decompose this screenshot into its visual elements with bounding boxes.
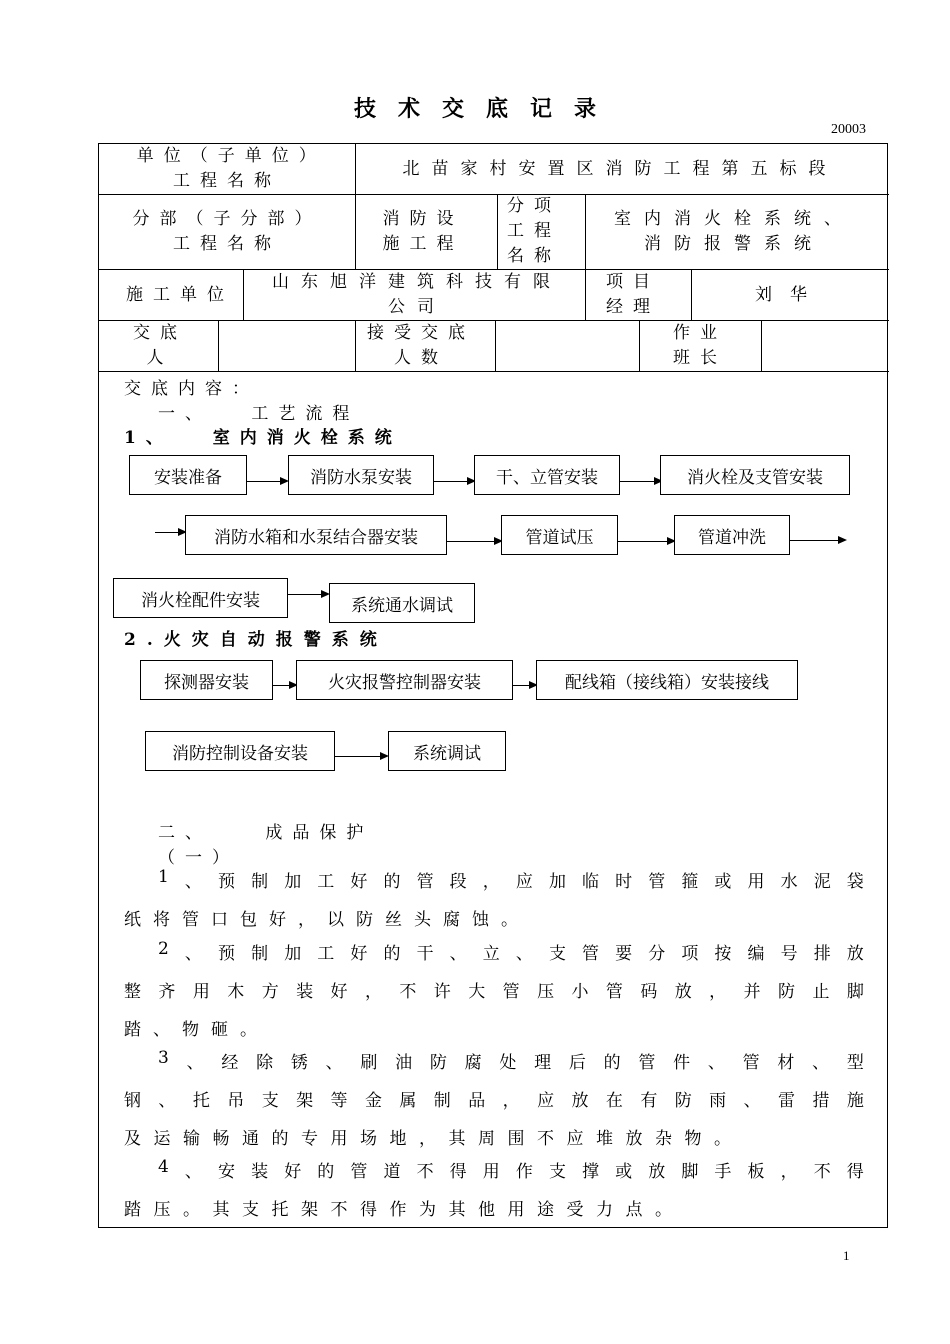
construction-unit-label: 施工单位 (126, 284, 234, 305)
flow-connector (790, 540, 840, 541)
flow-connector (335, 756, 383, 757)
col-divider (355, 144, 356, 194)
flow-step-box: 消防水泵安装 (288, 455, 434, 495)
sub-project-label: 分部（子分部）工程名称 (132, 208, 322, 254)
paragraph-line: 2 、 预 制 加 工 好 的 干 、 立 、 支 管 要 分 项 按 编 号 排 放 (158, 939, 864, 964)
construction-unit-value: 山东旭洋建筑科技有限公司 (272, 272, 562, 317)
flow-step-box: 消防水箱和水泵结合器安装 (185, 515, 447, 555)
project-manager-label: 项目经理 (606, 272, 660, 317)
flow-step-box: 系统通水调试 (329, 583, 475, 623)
section1-title: 一、 工艺流程 (158, 404, 360, 424)
flow-step-box: 配线箱（接线箱）安装接线 (536, 660, 798, 700)
paragraph-line: 钢 、 托 吊 支 架 等 金 属 制 品 ， 应 放 在 有 防 雨 、 雷 措 施 (124, 1091, 864, 1111)
flow-step-box: 消火栓及支管安装 (660, 455, 850, 495)
project-manager-value: 刘华 (755, 284, 825, 305)
flow-step-box: 探测器安装 (140, 660, 273, 700)
paragraph-line: 1 、 预 制 加 工 好 的 管 段 ， 应 加 临 时 管 箍 或 用 水 泥 袋 (158, 867, 864, 892)
receivers-value (496, 320, 638, 371)
item-project-label: 分项工程名称 (507, 196, 561, 266)
flow-step-box: 消火栓配件安装 (113, 578, 288, 618)
col-divider (497, 194, 498, 269)
paragraph-line: 踏压。其支托架不得作为其他用途受力点。 (124, 1200, 685, 1220)
flow-connector (620, 481, 657, 482)
flow-connector (447, 541, 497, 542)
page-title: 技术交底记录 (353, 96, 618, 122)
paragraph-line: 纸将管口包好，以防丝头腐蚀。 (124, 910, 530, 930)
document-number: 20003 (831, 122, 866, 137)
col-divider (243, 269, 244, 320)
flow-step-box: 安装准备 (129, 455, 247, 495)
col-divider (639, 320, 640, 371)
unit-project-value: 北苗家村安置区消防工程第五标段 (402, 158, 838, 179)
unit-project-label: 单位（子单位）工程名称 (136, 146, 318, 191)
flow-step-box: 系统调试 (388, 731, 506, 771)
flow2-title: 2.火灾自动报警系统 (124, 630, 388, 650)
sub-project-value: 消防设施工程 (382, 208, 464, 254)
flow-step-box: 管道冲洗 (674, 515, 790, 555)
paragraph-line: 4 、 安 装 好 的 管 道 不 得 用 作 支 撑 或 放 脚 手 板 ， 不 得 (158, 1157, 864, 1182)
section2-title: 二、 成品保护 (158, 823, 374, 843)
discloser-label: 交底人 (133, 322, 187, 368)
page-number: 1 (843, 1248, 850, 1263)
col-divider (355, 194, 356, 269)
team-leader-value (762, 320, 888, 371)
flow-connector (434, 481, 470, 482)
col-divider (355, 320, 356, 371)
flow-step-box: 火灾报警控制器安装 (296, 660, 513, 700)
paragraph-line: 3 、 经 除 锈 、 刷 油 防 腐 处 理 后 的 管 件 、 管 材 、 型 (158, 1048, 864, 1073)
arrow-right-icon (838, 536, 847, 544)
flow-connector (618, 541, 670, 542)
flow-connector (247, 481, 283, 482)
row-divider (99, 371, 889, 372)
subsection-title: （一） (158, 848, 239, 868)
flow-step-box: 干、立管安装 (474, 455, 620, 495)
item-project-value: 室内消火栓系统、消防报警系统 (614, 208, 854, 254)
flow-connector (288, 594, 324, 595)
flow-step-box: 管道试压 (501, 515, 618, 555)
flow1-title: 1、 室内消火栓系统 (124, 428, 402, 448)
discloser-value (218, 320, 354, 371)
paragraph-line: 整 齐 用 木 方 装 好 ， 不 许 大 管 压 小 管 码 放 ， 并 防 止 脚 (124, 982, 864, 1002)
team-leader-label: 作业班长 (673, 322, 727, 368)
receivers-label: 接受交底人数 (367, 322, 475, 368)
paragraph-line: 及运输畅通的专用场地，其周围不应堆放杂物。 (124, 1129, 744, 1149)
col-divider (585, 194, 586, 269)
flow-step-box: 消防控制设备安装 (145, 731, 335, 771)
paragraph-line: 踏、物砸。 (124, 1020, 269, 1040)
col-divider (585, 269, 586, 320)
content-label: 交底内容： (124, 379, 259, 399)
